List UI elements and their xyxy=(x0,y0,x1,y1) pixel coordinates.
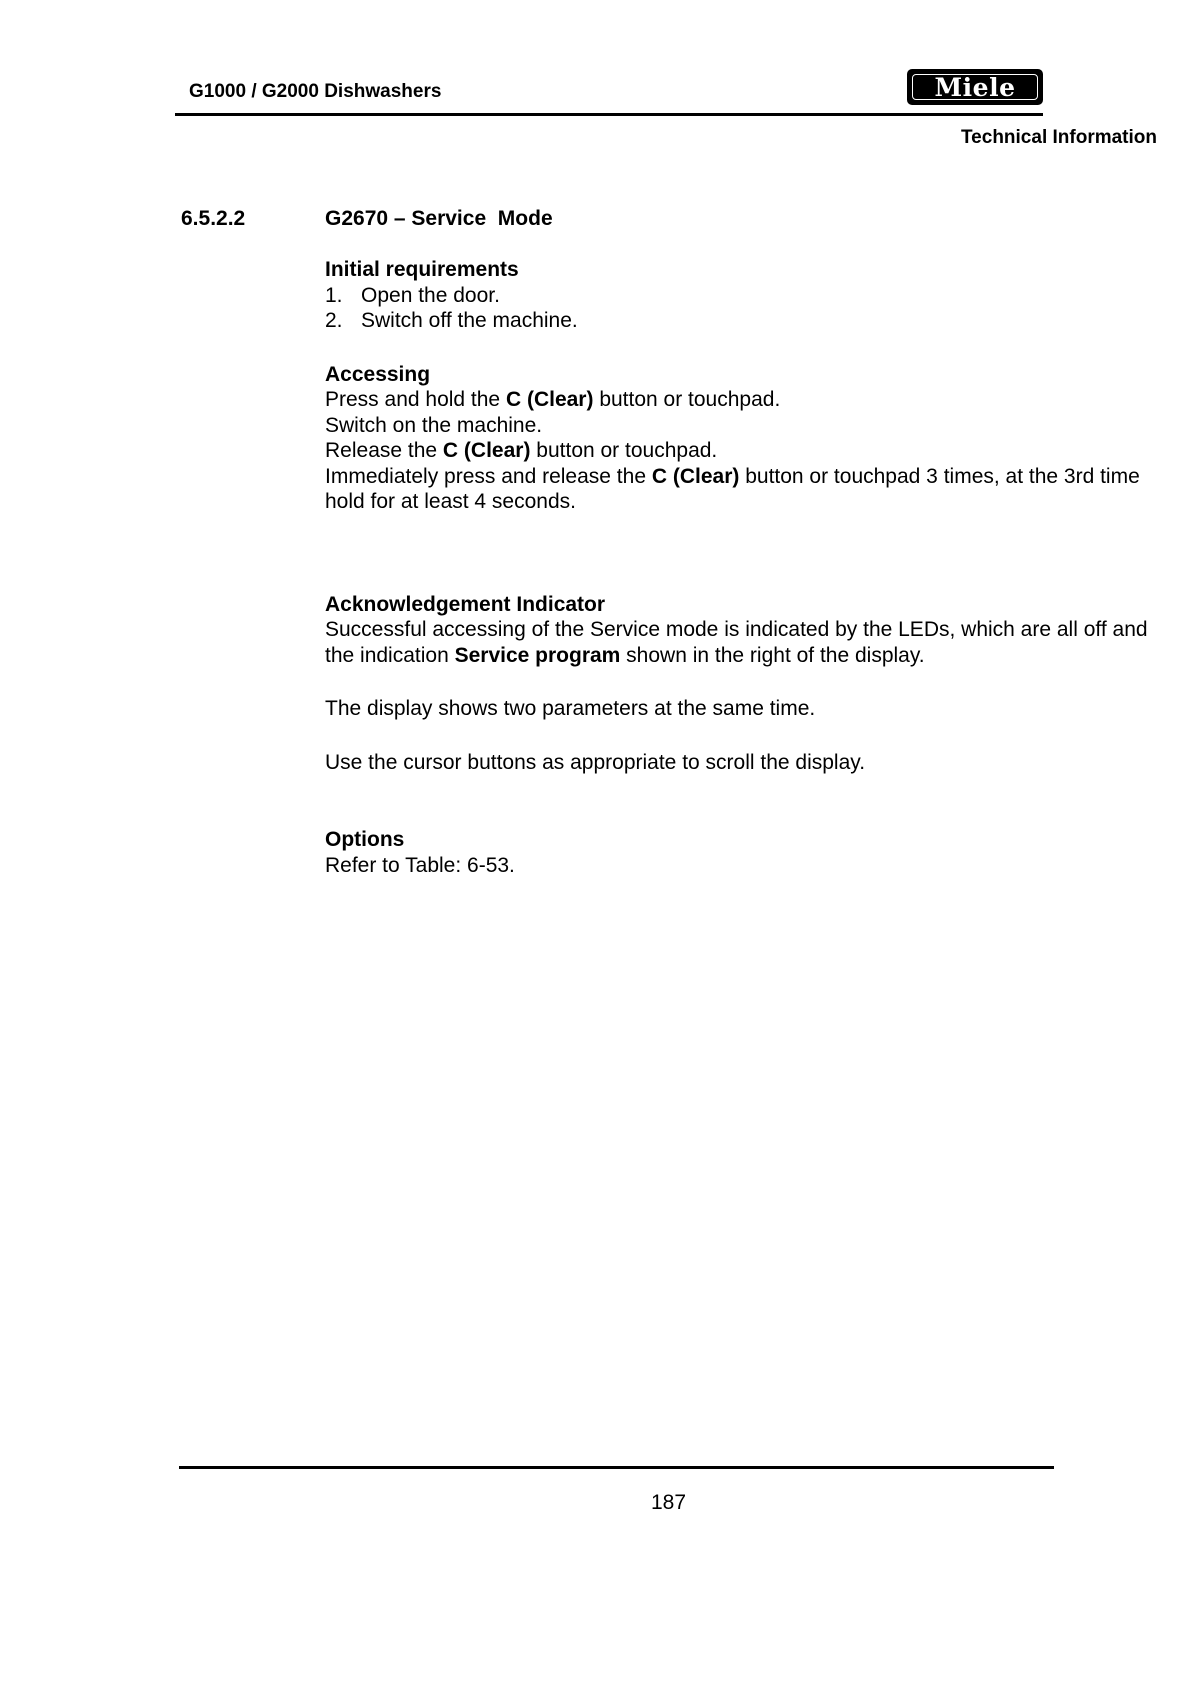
accessing-heading: Accessing xyxy=(325,362,431,386)
list-number: 2. xyxy=(325,309,343,332)
button-name: C (Clear) xyxy=(651,464,740,488)
text-run: Immediately press and release the xyxy=(325,464,652,488)
miele-logo xyxy=(907,69,1043,105)
footer-divider xyxy=(179,1466,1054,1469)
content-body xyxy=(325,257,1155,878)
acknowledgement-paragraph xyxy=(325,617,1155,668)
button-name: C (Clear) xyxy=(442,439,531,462)
accessing-step: Switch on the machine. xyxy=(325,413,543,437)
document-title: G1000 / G2000 Dishwashers xyxy=(189,81,442,102)
logo-wordmark: Miele xyxy=(912,74,1038,100)
text-run: button or touchpad. xyxy=(593,388,781,411)
page-number: 187 xyxy=(650,1491,687,1514)
text-run: Successful accessing of the Service mode is indicated by the LEDs, which are all off and the indication xyxy=(325,618,1148,667)
text-run: button or touchpad 3 times, at the 3rd time hold for at least 4 seconds. xyxy=(325,464,1140,513)
accessing-step xyxy=(325,464,1155,515)
acknowledgement-heading: Acknowledgement Indicator xyxy=(325,592,606,616)
requirements-list xyxy=(325,283,1155,334)
accessing-step xyxy=(325,438,1155,464)
text-run: Release the xyxy=(325,439,443,462)
list-text: Open the door. xyxy=(361,283,500,307)
list-item xyxy=(325,283,1155,309)
text-run: button or touchpad. xyxy=(530,439,718,462)
section-label: Technical Information xyxy=(960,127,1157,148)
list-text: Switch off the machine. xyxy=(361,309,578,332)
list-item xyxy=(325,308,1155,334)
display-paragraph: The display shows two parameters at the same time. xyxy=(325,697,816,720)
accessing-step xyxy=(325,387,1155,413)
options-text: Refer to Table: 6-53. xyxy=(325,853,515,877)
section-number: 6.5.2.2 xyxy=(181,207,246,230)
display-indication: Service program xyxy=(454,643,621,667)
options-heading: Options xyxy=(325,828,405,851)
button-name: C (Clear) xyxy=(505,388,594,411)
text-run: Press and hold the xyxy=(325,388,506,411)
text-run: shown in the right of the display. xyxy=(620,643,925,667)
header-divider xyxy=(175,113,1043,116)
initial-requirements-heading: Initial requirements xyxy=(325,258,519,281)
cursor-paragraph: Use the cursor buttons as appropriate to scroll the display. xyxy=(325,750,866,774)
section-title: G2670 – Service Mode xyxy=(325,207,553,230)
list-number: 1. xyxy=(325,283,343,307)
